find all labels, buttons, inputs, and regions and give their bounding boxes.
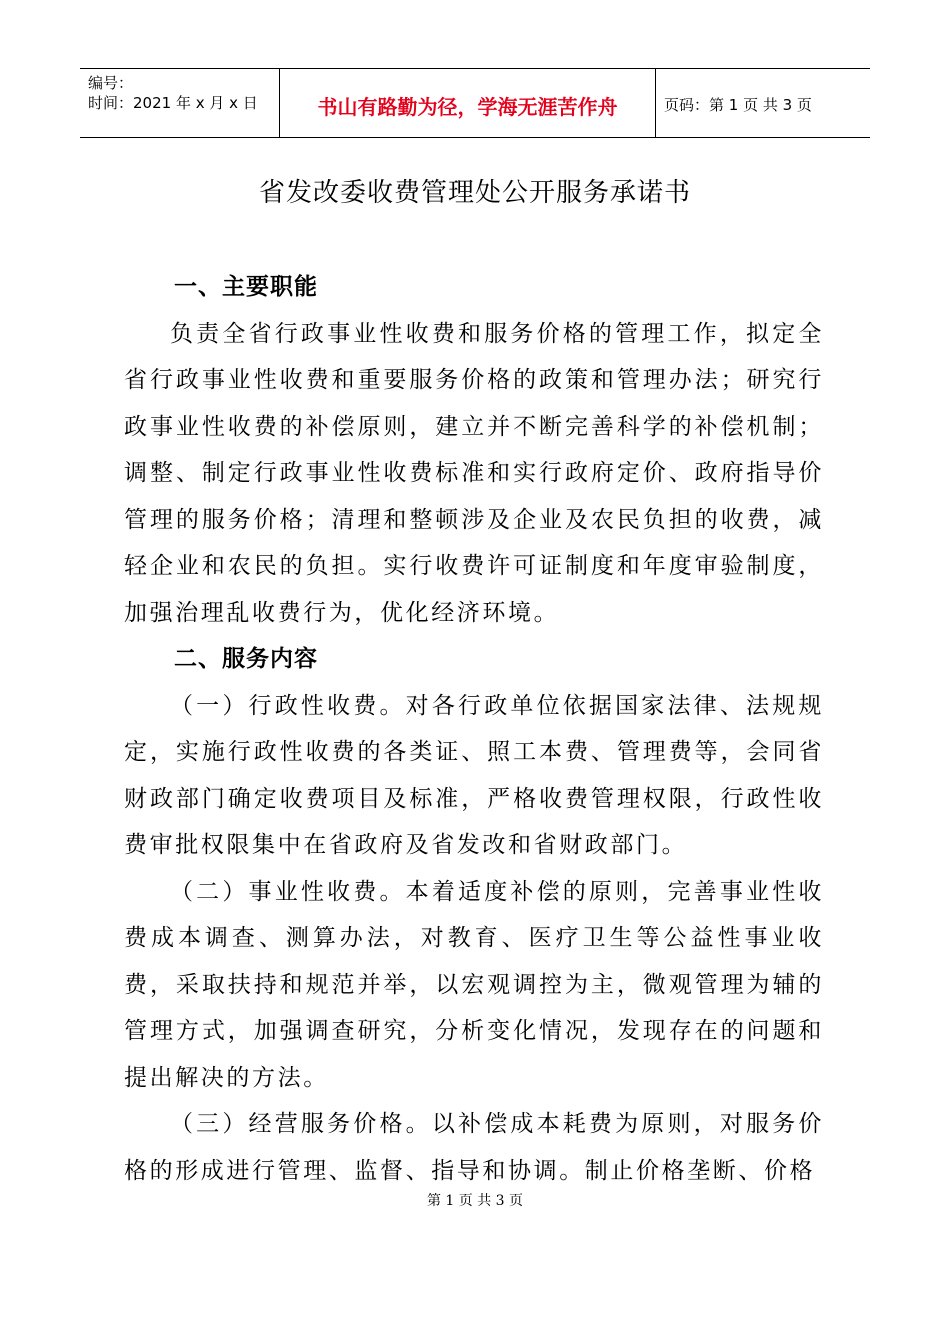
number-label: 编号： — [88, 74, 134, 92]
document-title: 省发改委收费管理处公开服务承诺书 — [258, 178, 691, 208]
paragraph-business-service-prices: （三）经营服务价格。以补偿成本耗费为原则，对服务价格的形成进行管理、监督、指导和协调。制止价格垄断、价格 — [124, 1111, 824, 1184]
section-heading-functions: 一、主要职能 — [174, 274, 318, 300]
header-motto: 书山有路勤为径，学海无涯苦作舟 — [280, 69, 656, 137]
paragraph-public-institution-fees: （二）事业性收费。本着适度补偿的原则，完善事业性收费成本调查、测算办法，对教育、医疗卫生等公益性事业收费，采取扶持和规范并举，以宏观调控为主，微观管理为辅的管理方式，加强调查研究，分析变化情况，发现存在的问题和提出解决的方法。 — [124, 878, 824, 1091]
paragraph-administrative-fees: （一）行政性收费。对各行政单位依据国家法律、法规规定，实施行政性收费的各类证、照工本费、管理费等，会同省财政部门确定收费项目及标准，严格收费管理权限，行政性收费审批权限集中在省政府及省发改和省财政部门。 — [124, 692, 824, 858]
header-page-code: 页码：第 1 页 共 3 页 — [664, 95, 812, 114]
document-header — [80, 68, 870, 138]
paragraph-functions: 负责全省行政事业性收费和服务价格的管理工作，拟定全省行政事业性收费和重要服务价格的政策和管理办法；研究行政事业性收费的补偿原则，建立并不断完善科学的补偿机制；调整、制定行政事业性收费标准和实行政府定价、政府指导价管理的服务价格；清理和整顿涉及企业及农民负担的收费，减轻企业和农民的负担。实行收费许可证制度和年度审验制度，加强治理乱收费行为，优化经济环境。 — [124, 320, 824, 626]
document-body — [124, 264, 824, 1194]
header-meta — [80, 69, 280, 137]
date-label: 时间：2021 年 x 月 x 日 — [88, 94, 258, 112]
section-heading-services: 二、服务内容 — [174, 646, 318, 672]
page-footer: 第 1 页 共 3 页 — [426, 1193, 524, 1209]
